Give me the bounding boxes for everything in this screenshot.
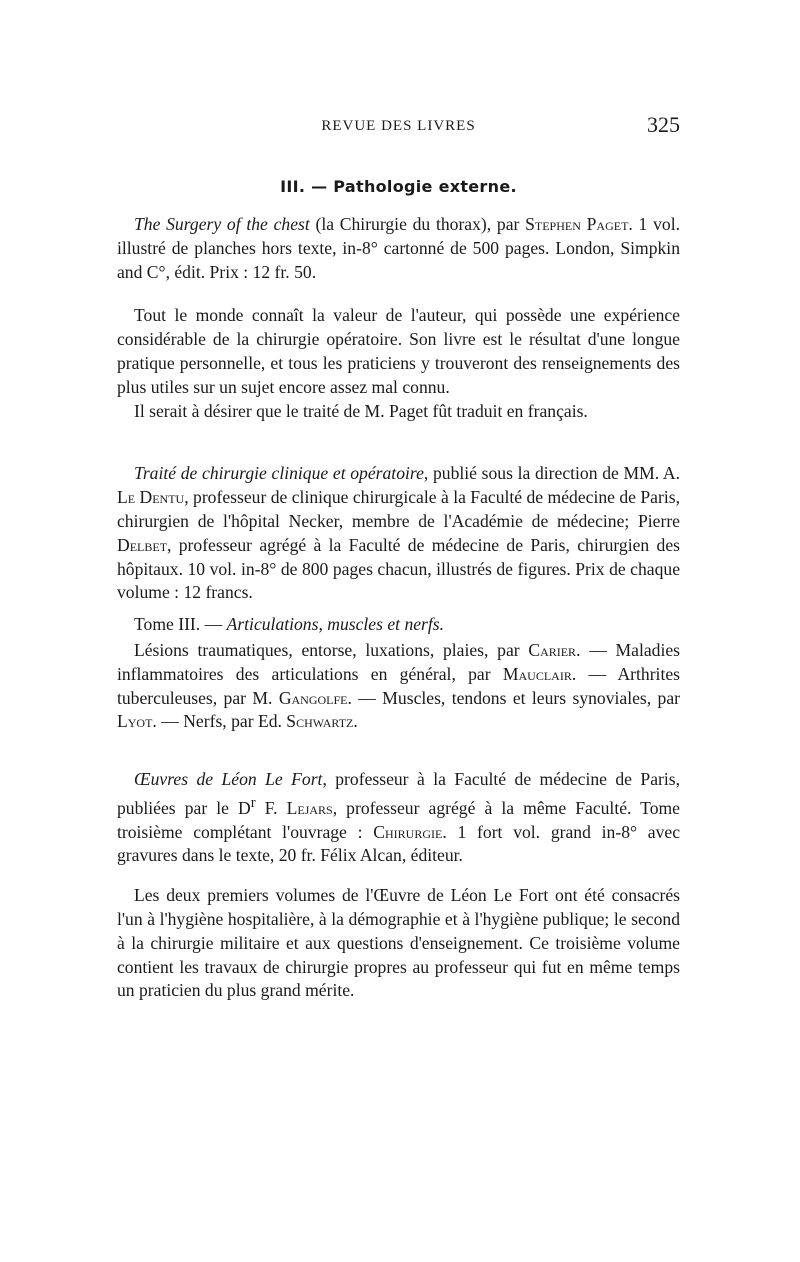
review-2-contents-f: .: [353, 711, 358, 732]
review-2-contents-author-3: Gangolfe: [278, 687, 348, 708]
running-header: [117, 112, 680, 142]
review-1-citation: [117, 213, 680, 284]
running-title: REVUE DES LIVRES: [321, 118, 476, 134]
review-1-paragraph-1: Tout le monde connaît la valeur de l'auteur, qui possède une expérience considérable de la chirurgie opératoire. Son livre est le résultat d'une longue pratique personnelle, et tous les praticiens y trouveront des renseignements des plus utiles sur un sujet encore assez mal connu.: [117, 305, 680, 397]
review-2-contents-d: . — Muscles, tendons et leurs synoviales, par: [347, 687, 680, 708]
review-3-citation: [117, 768, 680, 868]
review-1-text-b: . 1 vol. illustré de planches hors texte, in-8° cartonné de 500 pages. London, Simpkin and C°, édit. Prix : 12 fr. 50.: [117, 214, 680, 282]
review-1-author: Stephen Paget: [525, 214, 629, 234]
section-heading: III. — Pathologie externe.: [280, 177, 517, 196]
review-2-title: Traité de chirurgie clinique et opératoire: [134, 463, 424, 484]
review-1-text-a: (la Chirurgie du thorax), par: [309, 214, 526, 234]
review-1-paragraph-2: Il serait à désirer que le traité de M. Paget fût traduit en français.: [134, 400, 588, 421]
page-number: 325: [647, 112, 680, 137]
review-2-contents-author-5: Schwartz: [286, 711, 354, 732]
review-2-text-a: , publié sous la direction de MM. A.: [423, 463, 680, 484]
review-2-contents-b: . — Maladies inflammatoires des articulations en général, par: [117, 639, 680, 684]
review-2-contents-author-1: Carier: [528, 639, 577, 660]
review-3-author: Lejars: [286, 797, 333, 818]
review-3-text-d: . 1 fort vol. grand in-8° avec gravures dans le texte, 20 fr. Félix Alcan, éditeur.: [117, 821, 680, 866]
review-3-work: Chirurgie: [373, 821, 443, 842]
review-2-author-2: Delbet: [117, 534, 168, 555]
review-2-contents-e: . — Nerfs, par Ed.: [152, 711, 287, 732]
review-2-contents-c: . — Arthrites tuberculeuses, par M.: [117, 663, 680, 708]
review-3-title: Œuvres de Léon Le Fort: [134, 769, 323, 790]
review-3-superscript: r: [250, 794, 256, 811]
review-3-text-c: , professeur agrégé à la même Faculté. Tome troisième complétant l'ouvrage :: [117, 797, 680, 842]
review-2-citation: [117, 462, 680, 605]
review-2-tome: [117, 613, 680, 637]
book-page: [117, 112, 680, 1003]
review-3-paragraph-1: Les deux premiers volumes de l'Œuvre de Léon Le Fort ont été consacrés l'un à l'hygiène hospitalière, à la démographie et à l'hygiène publique; le second à la chirurgie militaire et aux questions d'enseignement. Ce troisième volume contient les travaux de chirurgie propres au professeur qui fut en même temps un praticien du plus grand mérite.: [117, 885, 680, 1001]
review-2-contents-a: Lésions traumatiques, entorse, luxations, plaies, par: [134, 639, 529, 660]
review-2-tome-title: Articulations, muscles et nerfs.: [226, 614, 445, 635]
review-2-contents: [117, 639, 680, 734]
review-3-text-a: , professeur à la Faculté de médecine de Paris, publiées par le D: [117, 769, 681, 818]
review-2-contents-author-4: Lyot: [117, 711, 153, 732]
review-2-tome-label: Tome III. —: [134, 614, 227, 635]
review-3-text-b: F.: [255, 797, 287, 818]
review-2-contents-author-2: Mauclair: [502, 663, 572, 684]
review-2-text-b: , professeur de clinique chirurgicale à la Faculté de médecine de Paris, chirurgien de l'hôpital Necker, membre de l'Académie de médecine; Pierre: [117, 487, 680, 531]
review-2-text-c: , professeur agrégé à la Faculté de médecine de Paris, chirurgien des hôpitaux. 10 vol. in-8° de 800 pages chacun, illustrés de figures. Prix de chaque volume : 12 francs.: [117, 534, 680, 603]
review-2-author-1: Le Dentu: [117, 487, 185, 508]
review-1-title: The Surgery of the chest: [134, 214, 310, 234]
